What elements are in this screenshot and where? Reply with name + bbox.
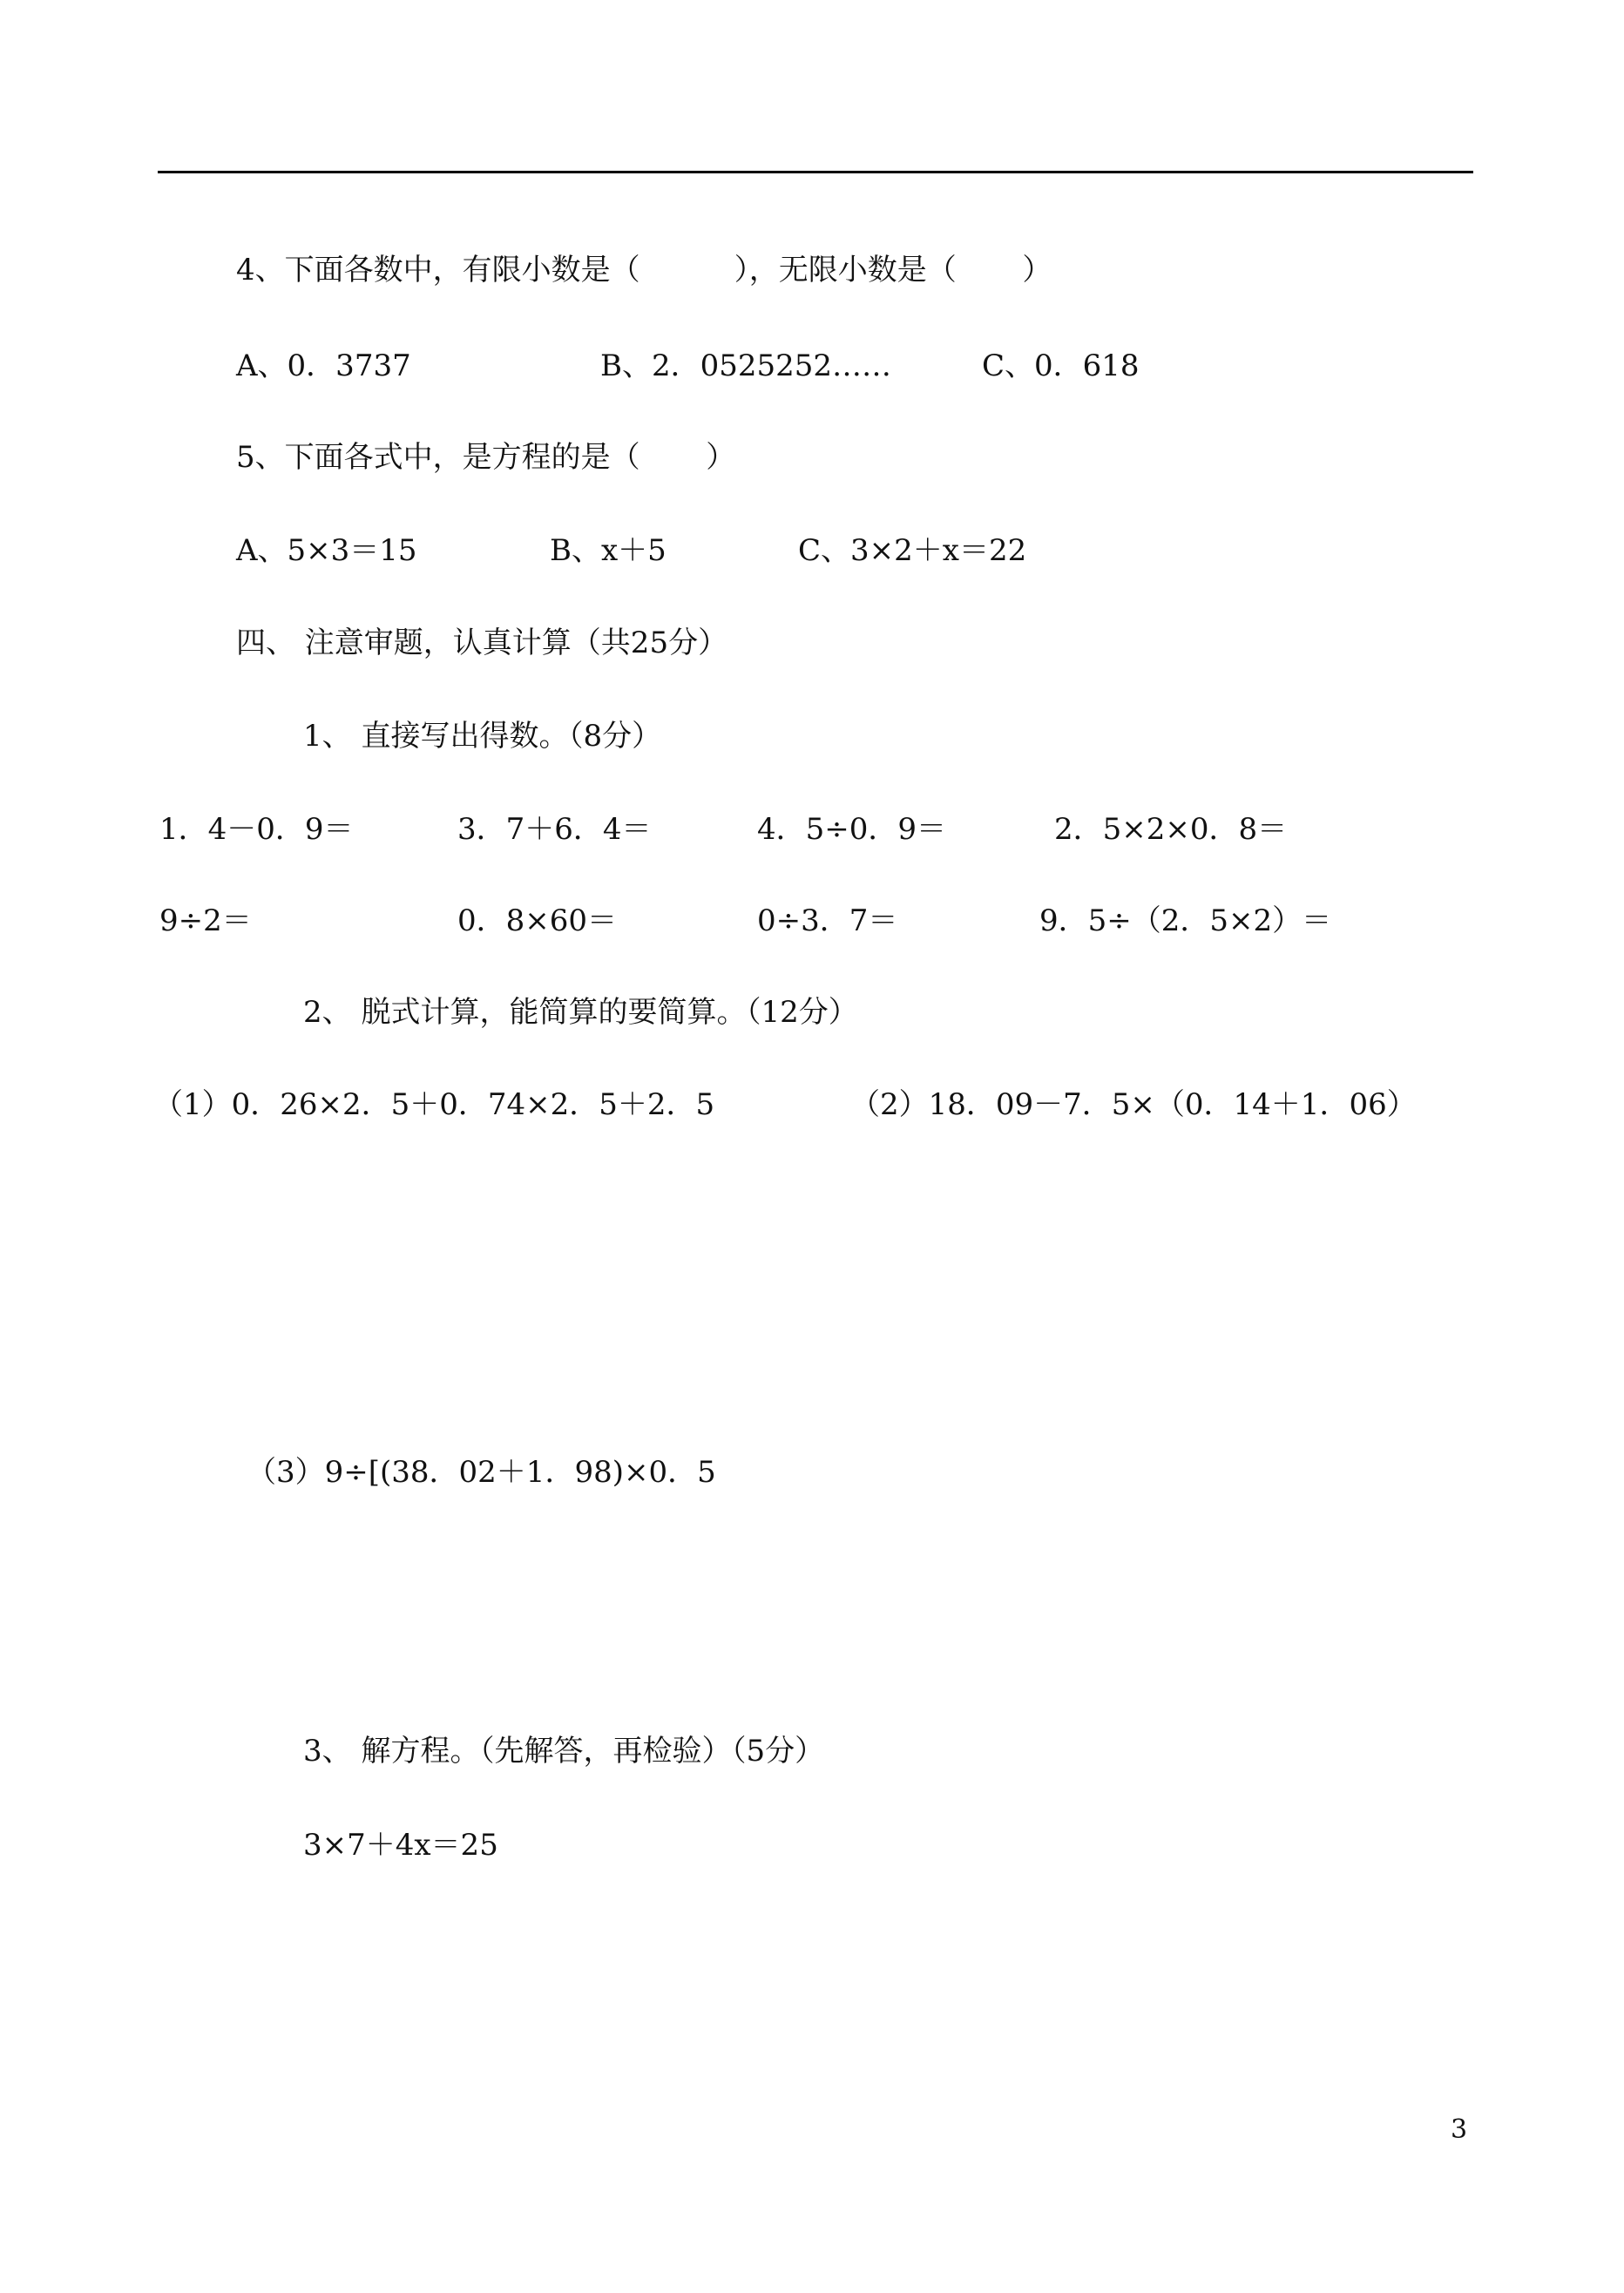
question-4-stem: 4、下面各数中，有限小数是（ ），无限小数是（ ） bbox=[236, 253, 1052, 287]
step-calculation-item: （1）0．26×2．5＋0．74×2．5＋2．5 bbox=[153, 1087, 715, 1122]
question-5-stem: 5、下面各式中，是方程的是（ ） bbox=[236, 440, 736, 475]
question-5-option-b: B、x＋5 bbox=[550, 533, 667, 568]
mental-math-item: 4．5÷0．9＝ bbox=[757, 812, 947, 847]
mental-math-item: 9．5÷（2．5×2）＝ bbox=[1039, 903, 1332, 938]
question-4-option-a: A、0．3737 bbox=[236, 348, 411, 383]
header-rule bbox=[158, 171, 1473, 173]
mental-math-item: 1．4－0．9＝ bbox=[159, 812, 354, 847]
mental-math-item: 0÷3．7＝ bbox=[757, 903, 898, 938]
mental-math-item: 3．7＋6．4＝ bbox=[457, 812, 652, 847]
part-3-title: 3、 解方程。（先解答，再检验）（5分） bbox=[303, 1734, 825, 1769]
section-4-title: 四、 注意审题，认真计算（共25分） bbox=[236, 626, 728, 660]
equation: 3×7＋4x＝25 bbox=[303, 1828, 498, 1863]
page-number: 3 bbox=[1451, 2114, 1468, 2145]
part-1-title: 1、 直接写出得数。（8分） bbox=[303, 719, 662, 754]
question-4-option-c: C、0．618 bbox=[982, 348, 1140, 383]
mental-math-item: 2．5×2×0．8＝ bbox=[1054, 812, 1288, 847]
mental-math-item: 9÷2＝ bbox=[159, 903, 252, 938]
question-5-option-c: C、3×2＋x＝22 bbox=[798, 533, 1027, 568]
step-calculation-item: （2）18．09－7．5×（0．14＋1．06） bbox=[850, 1087, 1417, 1122]
question-4-option-b: B、2．0525252…… bbox=[600, 348, 892, 383]
part-2-title: 2、 脱式计算，能简算的要简算。（12分） bbox=[303, 995, 858, 1030]
mental-math-item: 0．8×60＝ bbox=[457, 903, 618, 938]
step-calculation-item: （3）9÷[(38．02＋1．98)×0．5 bbox=[247, 1455, 716, 1490]
question-5-option-a: A、5×3＝15 bbox=[236, 533, 417, 568]
